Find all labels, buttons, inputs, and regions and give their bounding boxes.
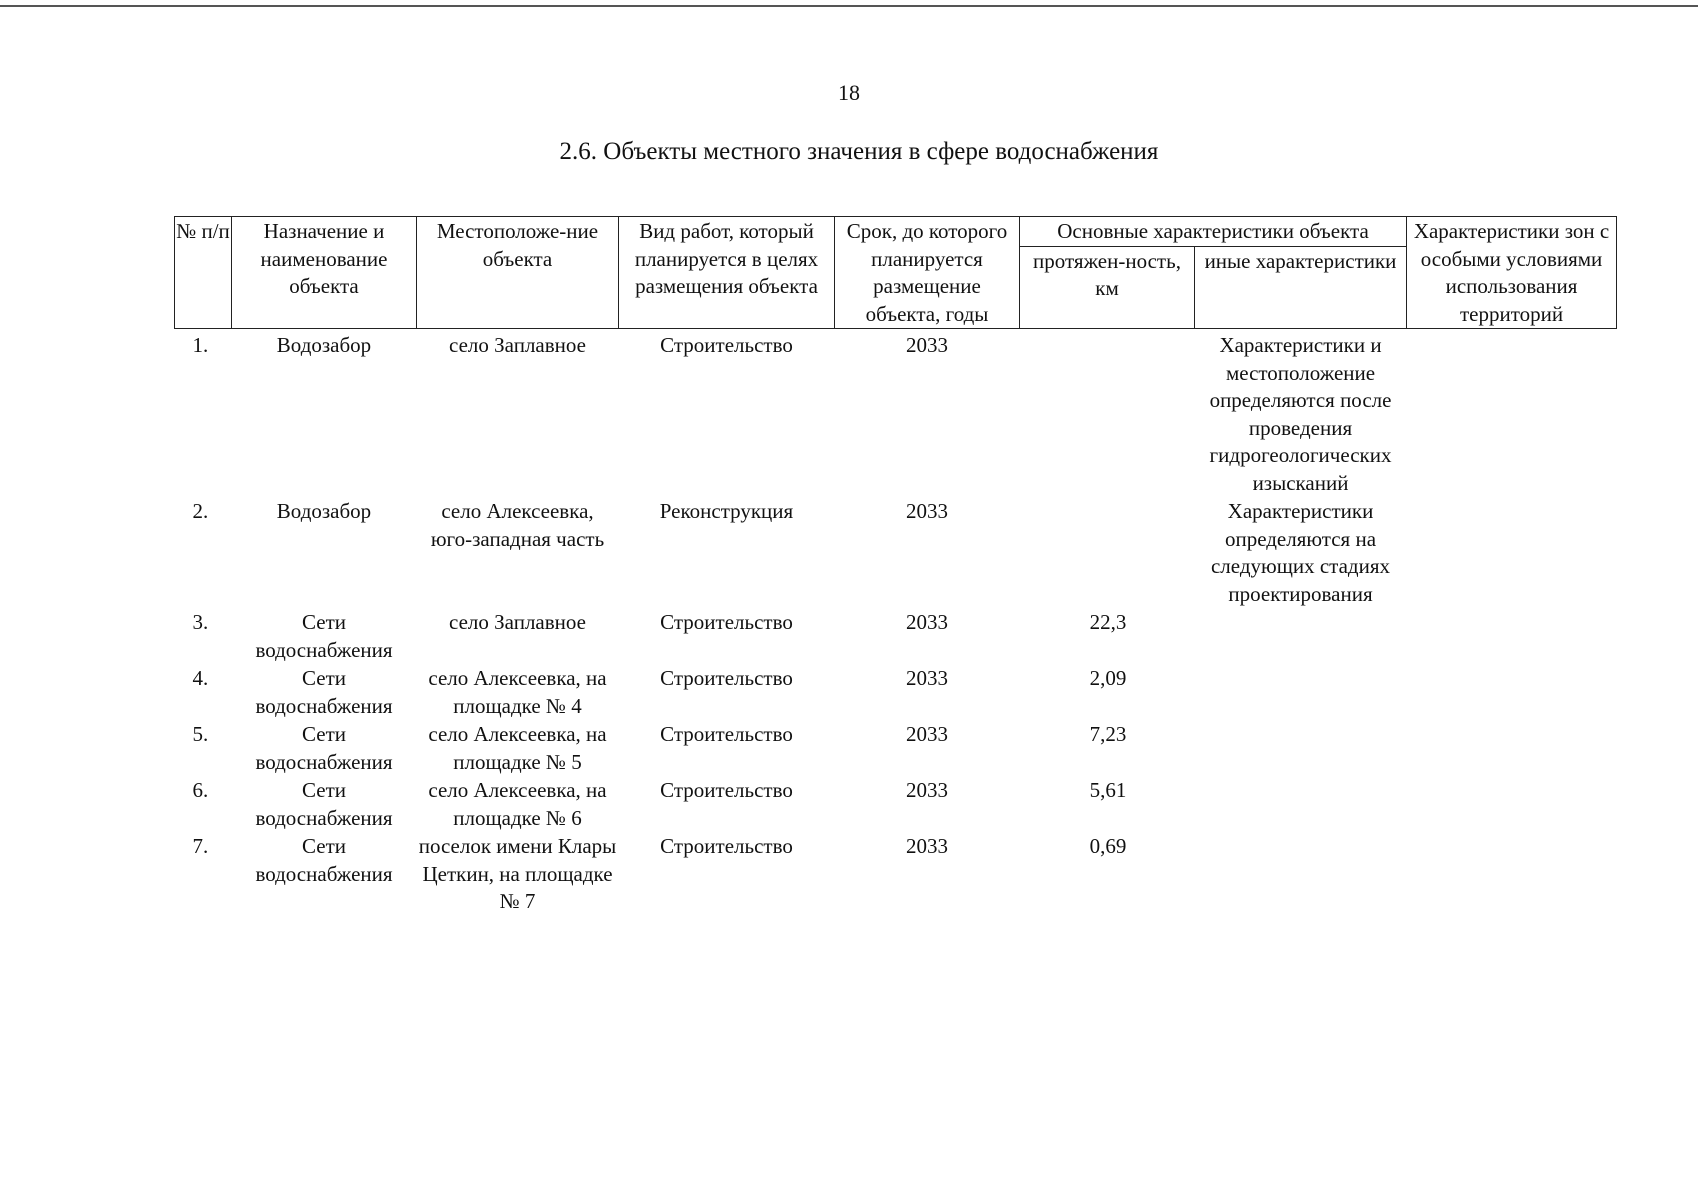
header-zones: Характеристики зон с особыми условиями использования территорий (1407, 217, 1617, 329)
header-location: Местоположе-ние объекта (417, 217, 619, 329)
table-row (175, 776, 1617, 832)
cell-length (1020, 329, 1195, 498)
cell-location: село Алексеевка, на площадке № 6 (428, 778, 607, 830)
table-row (175, 329, 1617, 498)
cell-deadline: 2033 (906, 610, 948, 634)
cell-length: 2,09 (1089, 666, 1127, 690)
cell-zones (1407, 832, 1617, 916)
header-name: Назначение и наименование объекта (232, 217, 417, 329)
cell-other: Характеристики и местоположение определяются после проведения гидрогеологических изысканий (1209, 333, 1392, 495)
cell-deadline: 2033 (906, 778, 948, 802)
cell-deadline: 2033 (906, 333, 948, 357)
cell-work-type: Строительство (660, 722, 793, 746)
header-num: № п/п (175, 217, 232, 329)
cell-deadline: 2033 (906, 666, 948, 690)
cell-work-type: Строительство (660, 610, 793, 634)
cell-work-type: Строительство (660, 666, 793, 690)
table-header (175, 217, 1617, 329)
cell-deadline: 2033 (906, 722, 948, 746)
cell-zones (1407, 497, 1617, 608)
cell-other (1195, 608, 1407, 664)
section-title: 2.6. Объекты местного значения в сфере водоснабжения (559, 138, 1159, 165)
cell-deadline: 2033 (906, 499, 948, 523)
cell-work-type: Строительство (660, 333, 793, 357)
cell-zones (1407, 776, 1617, 832)
cell-work-type: Строительство (660, 834, 793, 858)
cell-other: Характеристики определяются на следующих стадиях проектирования (1210, 499, 1391, 606)
scan-edge-line (0, 5, 1698, 7)
header-deadline: Срок, до которого планируется размещение объекта, годы (835, 217, 1020, 329)
cell-name: Сети водоснабжения (255, 610, 393, 662)
cell-name: Водозабор (276, 499, 372, 523)
cell-num: 4. (192, 666, 209, 690)
header-work-type: Вид работ, который планируется в целях размещения объекта (619, 217, 835, 329)
header-other: иные характеристики (1195, 246, 1407, 329)
table-row (175, 720, 1617, 776)
cell-zones (1407, 664, 1617, 720)
cell-length (1020, 497, 1195, 608)
cell-length: 22,3 (1089, 610, 1127, 634)
cell-other (1195, 776, 1407, 832)
cell-other (1195, 664, 1407, 720)
cell-location: село Заплавное (449, 333, 586, 357)
cell-location: село Алексеевка, на площадке № 4 (428, 666, 607, 718)
cell-zones (1407, 329, 1617, 498)
header-main-characteristics: Основные характеристики объекта (1020, 217, 1407, 247)
cell-work-type: Реконструкция (659, 499, 794, 523)
cell-num: 6. (192, 778, 209, 802)
cell-name: Сети водоснабжения (255, 722, 393, 774)
cell-other (1195, 720, 1407, 776)
cell-work-type: Строительство (660, 778, 793, 802)
cell-num: 2. (192, 499, 209, 523)
cell-deadline: 2033 (906, 834, 948, 858)
cell-num: 5. (192, 722, 209, 746)
water-supply-objects-table (174, 216, 1617, 916)
cell-length: 0,69 (1089, 834, 1127, 858)
table-row (175, 832, 1617, 916)
header-length: протяжен-ность, км (1020, 246, 1195, 329)
table-row (175, 497, 1617, 608)
cell-name: Сети водоснабжения (255, 834, 393, 886)
cell-zones (1407, 720, 1617, 776)
cell-location: село Алексеевка, юго-западная часть (430, 499, 605, 551)
table-body (175, 329, 1617, 916)
cell-zones (1407, 608, 1617, 664)
cell-name: Сети водоснабжения (255, 778, 393, 830)
cell-other (1195, 832, 1407, 916)
cell-num: 7. (192, 834, 209, 858)
cell-name: Водозабор (276, 333, 372, 357)
table-row (175, 664, 1617, 720)
cell-location: село Заплавное (449, 610, 586, 634)
cell-location: поселок имени Клары Цеткин, на площадке № 7 (418, 834, 617, 913)
page-number: 18 (838, 80, 860, 105)
cell-location: село Алексеевка, на площадке № 5 (428, 722, 607, 774)
cell-name: Сети водоснабжения (255, 666, 393, 718)
cell-num: 3. (192, 610, 209, 634)
table-row (175, 608, 1617, 664)
cell-num: 1. (192, 333, 209, 357)
cell-length: 7,23 (1089, 722, 1127, 746)
cell-length: 5,61 (1089, 778, 1127, 802)
